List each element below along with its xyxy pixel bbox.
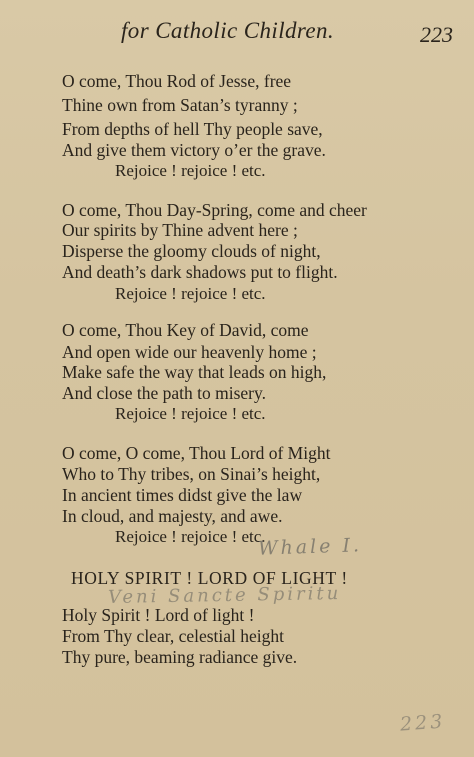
verse-line: And death’s dark shadows put to flight. (62, 262, 338, 282)
verse-line: O come, Thou Key of David, come (62, 320, 309, 340)
hymn-title: HOLY SPIRIT ! LORD OF LIGHT ! (71, 568, 348, 588)
verse-line: In ancient times didst give the law (62, 485, 303, 505)
verse-line: Thy pure, beaming radiance give. (62, 647, 298, 667)
refrain-line: Rejoice ! rejoice ! etc. (115, 161, 266, 180)
verse-line: And open wide our heavenly home ; (62, 342, 317, 362)
verse-line: O come, Thou Day-Spring, come and cheer (62, 200, 367, 220)
verse-line: In cloud, and majesty, and awe. (62, 506, 283, 526)
handwritten-page-number: 223 (399, 710, 446, 736)
running-title: for Catholic Children. (121, 18, 335, 43)
verse-line: Make safe the way that leads on high, (62, 362, 327, 382)
verse-line: Thine own from Satan’s tyranny ; (62, 95, 298, 115)
refrain-line: Rejoice ! rejoice ! etc. (115, 284, 266, 303)
refrain-line: Rejoice ! rejoice ! etc. (115, 527, 266, 546)
refrain-line: Rejoice ! rejoice ! etc. (115, 404, 266, 423)
verse-line: From Thy clear, celestial height (62, 626, 285, 646)
verse-line: And give them victory o’er the grave. (62, 140, 326, 160)
verse-line: From depths of hell Thy people save, (62, 119, 323, 139)
verse-line: And close the path to misery. (62, 383, 266, 403)
verse-line: Disperse the gloomy clouds of night, (62, 241, 321, 261)
verse-line: Holy Spirit ! Lord of light ! (62, 605, 255, 625)
verse-line: O come, O come, Thou Lord of Might (62, 443, 331, 463)
verse-line: Who to Thy tribes, on Sinai’s height, (62, 464, 321, 484)
running-head (0, 18, 474, 48)
verse-line: O come, Thou Rod of Jesse, free (62, 71, 292, 91)
handwritten-subtitle: Veni Sancte Spiritu (107, 582, 342, 609)
handwritten-note: Whale I. (257, 534, 363, 560)
verse-line: Our spirits by Thine advent here ; (62, 220, 298, 240)
page-number: 223 (420, 22, 453, 47)
